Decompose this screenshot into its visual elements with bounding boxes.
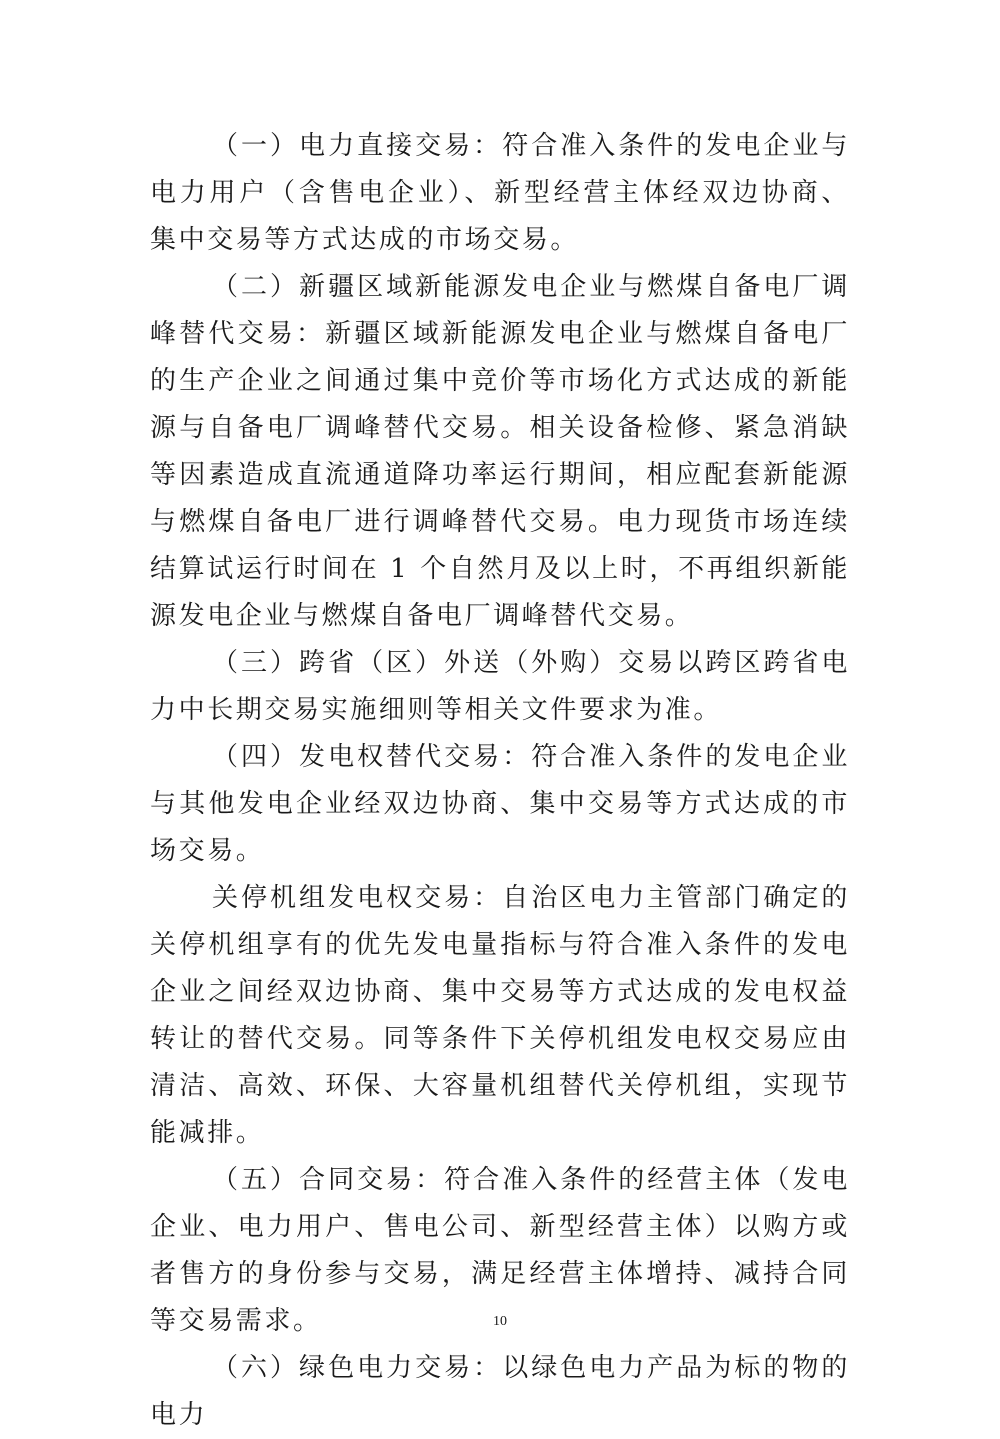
paragraph-green-power-trading: （六）绿色电力交易：以绿色电力产品为标的物的电力 [150, 1353, 850, 1430]
paragraph-contract-trading: （五）合同交易：符合准入条件的经营主体（发电企业、电力用户、售电公司、新型经营主体）以购方或者售方的身份参与交易，满足经营主体增持、减持合同等交易需求。 [150, 1165, 850, 1336]
body-text [150, 123, 850, 1439]
paragraph-shutdown-unit-trading: 关停机组发电权交易：自治区电力主管部门确定的关停机组享有的优先发电量指标与符合准入条件的发电企业之间经双边协商、集中交易等方式达成的发电权益转让的替代交易。同等条件下关停机组发电权交易应由清洁、高效、环保、大容量机组替代关停机组，实现节能减排。 [150, 883, 850, 1148]
page-number: 10 [493, 1314, 507, 1329]
paragraph-generation-right-replacement: （四）发电权替代交易：符合准入条件的发电企业与其他发电企业经双边协商、集中交易等方式达成的市场交易。 [150, 742, 850, 866]
paragraph-direct-trading: （一）电力直接交易：符合准入条件的发电企业与电力用户（含售电企业）、新型经营主体经双边协商、集中交易等方式达成的市场交易。 [150, 131, 850, 255]
paragraph-cross-province-trading: （三）跨省（区）外送（外购）交易以跨区跨省电力中长期交易实施细则等相关文件要求为准。 [150, 648, 850, 725]
paragraph-peak-shaving-replacement: （二）新疆区域新能源发电企业与燃煤自备电厂调峰替代交易：新疆区域新能源发电企业与燃煤自备电厂的生产企业之间通过集中竞价等市场化方式达成的新能源与自备电厂调峰替代交易。相关设备检修、紧急消缺等因素造成直流通道降功率运行期间，相应配套新能源与燃煤自备电厂进行调峰替代交易。电力现货市场连续结算试运行时间在 1 个自然月及以上时，不再组织新能源发电企业与燃煤自备电厂调峰替代交易。 [150, 272, 850, 631]
